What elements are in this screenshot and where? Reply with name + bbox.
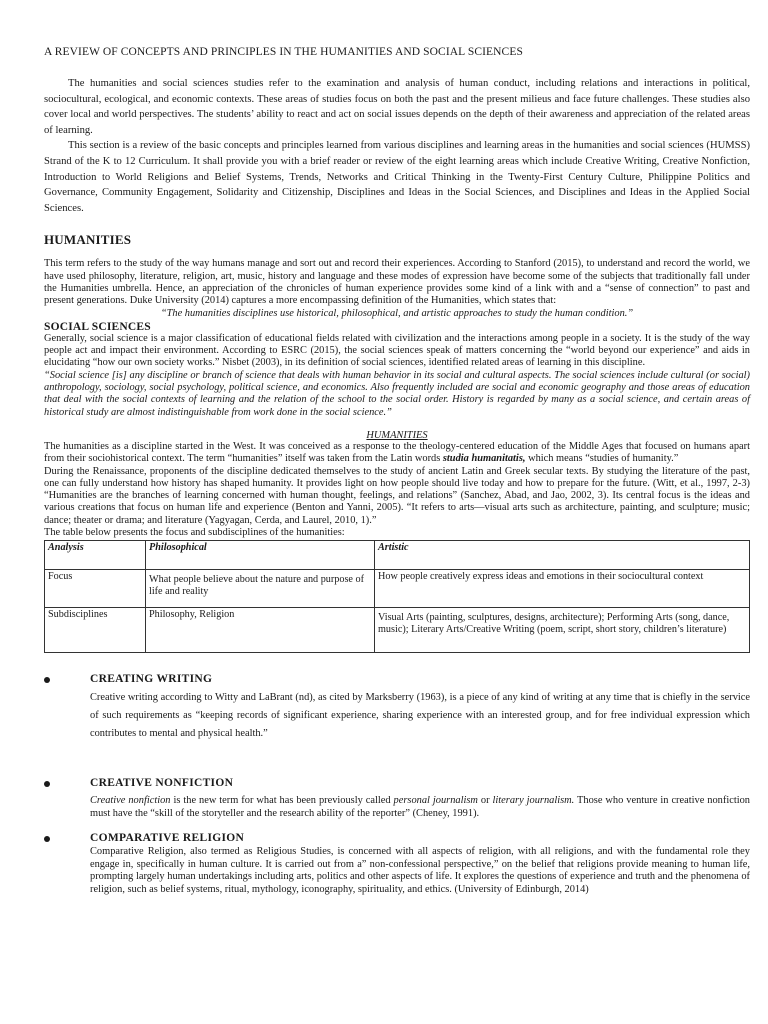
bullet-icon [44,836,50,842]
table-row [45,608,750,653]
bullet-icon [44,781,50,787]
document-title: A REVIEW OF CONCEPTS AND PRINCIPLES IN THE HUMANITIES AND SOCIAL SCIENCES [44,46,523,58]
renaissance-paragraph: During the Renaissance, proponents of the discipline dedicated themselves to the study of ancient Latin and Greek secular texts. By studying the literature of the past, one can fully understand how history has shaped humanity. It provides light on how people should live today and how to prepare for the future. (Witt, et al., 1997, 2-3) “Humanities are the branches of learning concerned with human thought, feelings, and relations” (Sanchez, Abad, and Jao, 2002, 3). Its central focus is the ideas and various creations that focus on human life and experience (Benton and Yanni, 2005). “It refers to arts—visual arts such as architecture, painting, and sculpture; music; dance; theater or drama; and literature (Yagyagan, Cerda, and Laurel, 2010, 1).” [44,465,750,526]
table-header-philosophical: Philosophical [146,541,375,570]
table-header-artistic: Artistic [375,541,750,570]
creative-nonfiction-term: Creative nonfiction [90,795,171,807]
list-item-comparative-religion [44,832,750,896]
comparative-religion-title: COMPARATIVE RELIGION [90,832,245,845]
studia-humanitatis-term: studia humanitatis, [442,453,526,465]
creative-writing-title: CREATING WRITING [90,673,213,686]
list-item-creative-nonfiction [44,777,750,820]
table-row [45,570,750,608]
table-cell: Subdisciplines [45,608,146,653]
document-page [44,46,750,896]
creative-nonfiction-title: CREATIVE NONFICTION [90,777,234,790]
table-cell: What people believe about the nature and purpose of life and reality [146,570,375,608]
table-cell: How people creatively express ideas and emotions in their sociocultural context [375,570,750,608]
humanities-heading: HUMANITIES [44,232,132,248]
history-text: The humanities as a discipline started in the West. It was conceived as a response to the theology-centered education of the Middle Ages that focused on humans apart from their sociohistorical context. The term “humanities” itself was taken from the Latin words [44,440,750,465]
creative-nonfiction-text [90,795,750,820]
humanities-subheading: HUMANITIES [366,429,428,441]
table-cell: Focus [45,570,146,608]
humanities-table [44,540,750,653]
humanities-section [44,258,750,653]
intro-section [44,76,750,216]
comparative-religion-text: Comparative Religion, also termed as Religious Studies, is concerned with all aspects of religion, with all religions, and with the fundamental role they engage in, specifically in human culture. It is carried out from a” non-confessional perspective,” on the belief that religions provide meaning to human life, prompting largely human undertakings including arts, politics and other aspects of life. It explores the questions of experience and truth and the phenomena of religion, such as belief systems, ritual, mythology, iconography, spirituality, and ethics. (University of Edinburgh, 2014) [90,846,750,895]
social-sciences-heading: SOCIAL SCIENCES [44,320,151,333]
table-cell: Philosophy, Religion [146,608,375,653]
nonfiction-text-c: Those who venture in creative nonfiction must have the “skill of the storyteller and the research ability of the reporter” (Cheney, 1991). [90,795,750,819]
intro-paragraph-2: This section is a review of the basic concepts and principles learned from various disciplines and learning areas in the humanities and social sciences (HUMSS) Strand of the K to 12 Curriculum. It shall provide you with a brief reader or review of the eight learning areas which include Creative Writing, Creative Nonfiction, Introduction to World Religions and Belief Systems, Trends, Networks and Critical Thinking in the Twenty-First Century Culture, Philippine Politics and Governance, Community Engagement, Solidarity and Citizenship, Disciplines and Ideas in the Social Sciences, and Disciplines and Ideas in the Applied Social Sciences. [44,140,750,214]
table-header-row [45,541,750,570]
literary-journalism-term: literary journalism. [492,795,575,807]
bullet-icon [44,677,50,683]
table-intro: The table below presents the focus and subdisciplines of the humanities: [44,526,345,538]
table-cell: Visual Arts (painting, sculptures, designs, architecture); Performing Arts (song, dance, music); Literary Arts/Creative Writing (poem, script, short story, children’s literature) [375,608,750,653]
personal-journalism-term: personal journalism [393,795,478,807]
social-sciences-quote: “Social science [is] any discipline or branch of science that deals with human behavior in its social and cultural aspects. The social sciences include cultural (or social) anthropology, sociology, social psychology, political science, and economics. Also frequently included are social and economic geography and those areas of education that deal with the social contexts of learning and the relation of the school to the social order. History is regarded by many as a social science, and certain areas of historical study are almost indistinguishable from work done in the social science.” [44,369,750,418]
humanities-quote: “The humanities disciplines use historical, philosophical, and artistic approaches to study the human condition.” [160,307,634,319]
creative-writing-text: Creative writing according to Witty and LaBrant (nd), as cited by Marksberry (1963), is a piece of any kind of writing at any time that is chiefly in the service of such requirements as “keeping records of significant experience, sharing experience with an interested group, and for free individual expression which contributes to mental and physical health.” [90,692,750,740]
nonfiction-text-a: is the new term for what has been previously called [170,795,394,807]
bullet-list [44,673,750,896]
list-item-creative-writing [44,673,750,743]
social-sciences-paragraph: Generally, social science is a major classification of educational fields related with civilization and the interactions among people in a society. It is the study of the way people act and impact their environment. According to ESRC (2015), the social sciences speak of matters concerning the “world beyond our experience” and aids in elucidating “how our own society works.” Nisbet (2003), in its definition of social sciences, identified related areas of learning in this discipline. [44,332,750,369]
nonfiction-text-b: or [477,795,493,807]
intro-paragraph-1: The humanities and social sciences studies refer to the examination and analysis of human conduct, including relations and interactions in political, sociocultural, ecological, and economic contexts. These areas of studies focus on both the past and the present milieus and face future challenges. These studies also cover local and world perspectives. The students’ ability to react and act on social issues depends on the depth of their awareness and appreciation of the related areas of learning. [44,78,750,136]
humanities-history-paragraph [44,441,750,466]
humanities-paragraph: This term refers to the study of the way humans manage and sort out and record their experiences. According to Stanford (2015), to understand and record the world, we have used philosophy, literature, religion, art, music, history and language and these modes of expression have become some of the subjects that traditionally fall under the Humanities umbrella. Hence, an appreciation of the chronicles of human experience provides some kind of a link with and a “sense of connection” to past and present generations. Duke University (2014) captures a more encompassing definition of the Humanities, which states that: [44,258,750,307]
table-header-analysis: Analysis [45,541,146,570]
history-text-end: which means “studies of humanity.” [525,453,679,465]
